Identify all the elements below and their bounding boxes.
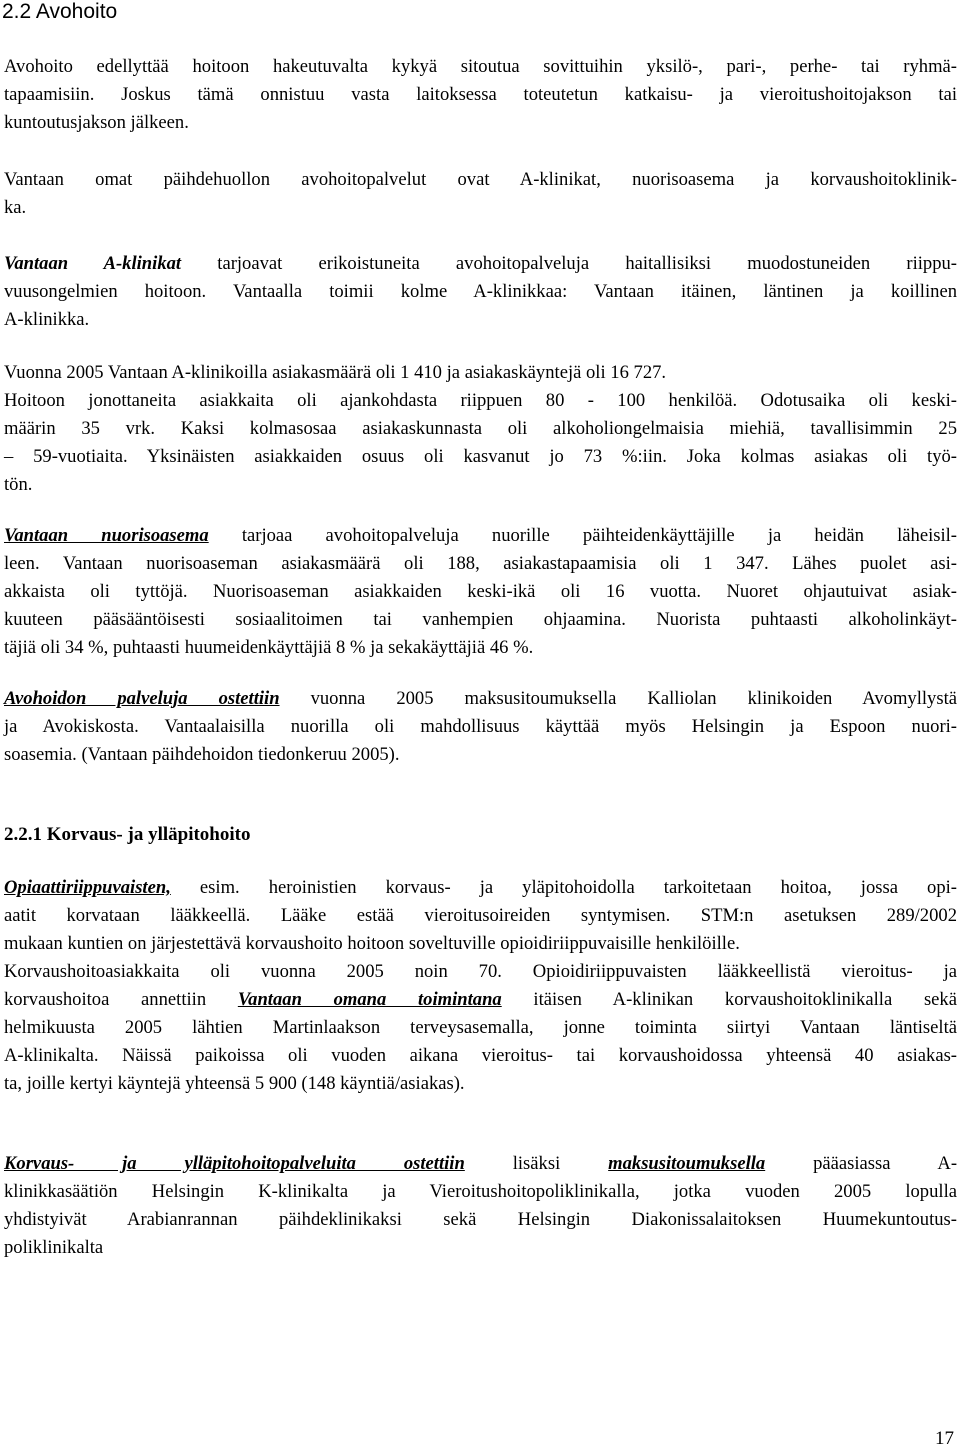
text-line: poliklinikalta (4, 1237, 104, 1258)
text-line (4, 1150, 957, 1178)
text-line: kuuteen pääsääntöisesti sosiaalitoimen tai vanhempien ohjaamina. Nuorista puhtaasti alkoholinkäyt- (4, 609, 957, 630)
section-title: 2.2 Avohoito (2, 0, 118, 23)
text-line: määrin 35 vrk. Kaksi kolmasosaa asiakaskunnasta oli alkoholiongelmaisia miehiä, tavallisimmin 25 (4, 418, 957, 439)
text-line: kuntoutusjakson jälkeen. (4, 112, 189, 133)
text-line: A-klinikka. (4, 309, 90, 330)
subsection-title: 2.2.1 Korvaus- ja ylläpitohoito (4, 824, 251, 845)
emphasis-a-klinikat: Vantaan A-klinikat (4, 253, 182, 274)
text-line: ta, joille kertyi käyntejä yhteensä 5 900 (148 käyntiä/asiakas). (4, 1073, 465, 1094)
text-line: leen. Vantaan nuorisoaseman asiakasmäärä oli 188, asiakastapaamisia oli 1 347. Lähes puolet asi- (4, 553, 957, 574)
text-line: Hoitoon jonottaneita asiakkaita oli ajankohdasta riippuen 80 - 100 henkilöä. Odotusaika oli keski- (4, 390, 957, 411)
paragraph-a-klinikat (4, 250, 957, 334)
text-line: tapaamisiin. Joskus tämä onnistuu vasta laitoksessa toteutetun katkaisu- ja vieroitushoitojakson tai (4, 84, 957, 105)
text-run: korvaushoitoa annettiin (4, 989, 238, 1010)
text-line: ja Avokiskosta. Vantaalaisilla nuorilla oli mahdollisuus käyttää myös Helsingin ja Espoon nuori- (4, 716, 957, 737)
text-line: A-klinikalta. Näissä paikoissa oli vuoden aikana vieroitus- tai korvaushoidossa yhteensä 40 asiakas- (4, 1045, 957, 1066)
text-line: yhdistyivät Arabianrannan päihdeklinikaksi sekä Helsingin Diakonissalaitoksen Huumekuntoutus- (4, 1209, 957, 1230)
paragraph-korvaushoitoasiakkaat (4, 958, 957, 1098)
text-line (4, 522, 957, 550)
paragraph-ostetut-palvelut (4, 1150, 957, 1262)
paragraph-opiaattiriippuvaiset (4, 874, 957, 958)
text-line: vuusongelmien hoitoon. Vantaalla toimii kolme A-klinikkaa: Vantaan itäinen, läntinen ja koillinen (4, 281, 957, 302)
emphasis-korvaus-yllapito: Korvaus- ja ylläpitohoitopalveluita ostettiin (4, 1153, 465, 1174)
text-run: tarjoavat erikoistuneita avohoitopalveluja haitallisiksi muodostuneiden riippu- (181, 253, 957, 274)
text-line: Korvaushoitoasiakkaita oli vuonna 2005 noin 70. Opioidiriippuvaisten lääkkeellistä vieroitus- ja (4, 961, 957, 982)
text-line: tön. (4, 474, 33, 495)
emphasis-nuorisoasema: Vantaan nuorisoasema (4, 525, 209, 546)
text-line (4, 986, 957, 1014)
text-line: – 59-vuotiaita. Yksinäisten asiakkaiden osuus oli kasvanut jo 73 %:iin. Joka kolmas asiakas oli työ- (4, 446, 957, 467)
text-line: Vuonna 2005 Vantaan A-klinikoilla asiakasmäärä oli 1 410 ja asiakaskäyntejä oli 16 727. (4, 362, 667, 383)
text-run: esim. heroinistien korvaus- ja yläpitohoidolla tarkoitetaan hoitoa, jossa opi- (170, 877, 957, 898)
emphasis-opiaattiriippuvaisten: Opiaattiriippuvaisten, (4, 877, 171, 898)
text-line: Vantaan omat päihdehuollon avohoitopalvelut ovat A-klinikat, nuorisoasema ja korvaushoitoklinik- (4, 169, 957, 190)
page-number: 17 (935, 1428, 954, 1449)
text-line: täjiä oli 34 %, puhtaasti huumeidenkäyttäjiä 8 % ja sekakäyttäjiä 46 %. (4, 637, 534, 658)
paragraph-asiakasmaara (4, 359, 957, 499)
text-line: Avohoito edellyttää hoitoon hakeutuvalta kykyä sitoutua sovittuihin yksilö-, pari-, perhe- tai ryhmä- (4, 56, 957, 77)
text-line: akkaista oli tyttöjä. Nuorisoaseman asiakkaiden keski-ikä oli 16 vuotta. Nuoret ohjautuivat asiak- (4, 581, 957, 602)
text-line (4, 685, 957, 713)
emphasis-maksusitoumuksella: maksusitoumuksella (608, 1153, 766, 1174)
text-line: ka. (4, 197, 27, 218)
text-run: pääasiassa A- (765, 1153, 958, 1174)
text-line: soasemia. (Vantaan päihdehoidon tiedonkeruu 2005). (4, 744, 400, 765)
text-run: itäisen A-klinikan korvaushoitoklinikalla sekä (501, 989, 957, 1010)
text-run: lisäksi (464, 1153, 609, 1174)
paragraph-vantaan-palvelut (4, 166, 957, 222)
paragraph-ostopalvelut (4, 685, 957, 769)
paragraph-avohoito-intro (4, 53, 957, 137)
text-line: aatit korvataan lääkkeellä. Lääke estää vieroitusoireiden syntymisen. STM:n asetuksen 289/2002 (4, 905, 957, 926)
text-run: vuonna 2005 maksusitoumuksella Kalliolan klinikoiden Avomyllystä (279, 688, 957, 709)
text-line (4, 250, 957, 278)
emphasis-omana-toimintana: Vantaan omana toimintana (237, 989, 502, 1010)
text-line: helmikuusta 2005 lähtien Martinlaakson terveysasemalla, jonne toiminta siirtyi Vantaan läntiseltä (4, 1017, 957, 1038)
text-line: mukaan kuntien on järjestettävä korvaushoito hoitoon soveltuville opioidiriippuvaisille henkilöille. (4, 933, 740, 954)
paragraph-nuorisoasema (4, 522, 957, 662)
text-run: tarjoaa avohoitopalveluja nuorille päihteidenkäyttäjille ja heidän läheisil- (208, 525, 957, 546)
text-line: klinikkasäätiön Helsingin K-klinikalta ja Vieroitushoitopoliklinikalla, jotka vuoden 2005 lopulla (4, 1181, 957, 1202)
emphasis-avohoidon-palveluja: Avohoidon palveluja ostettiin (4, 688, 280, 709)
text-line (4, 874, 957, 902)
